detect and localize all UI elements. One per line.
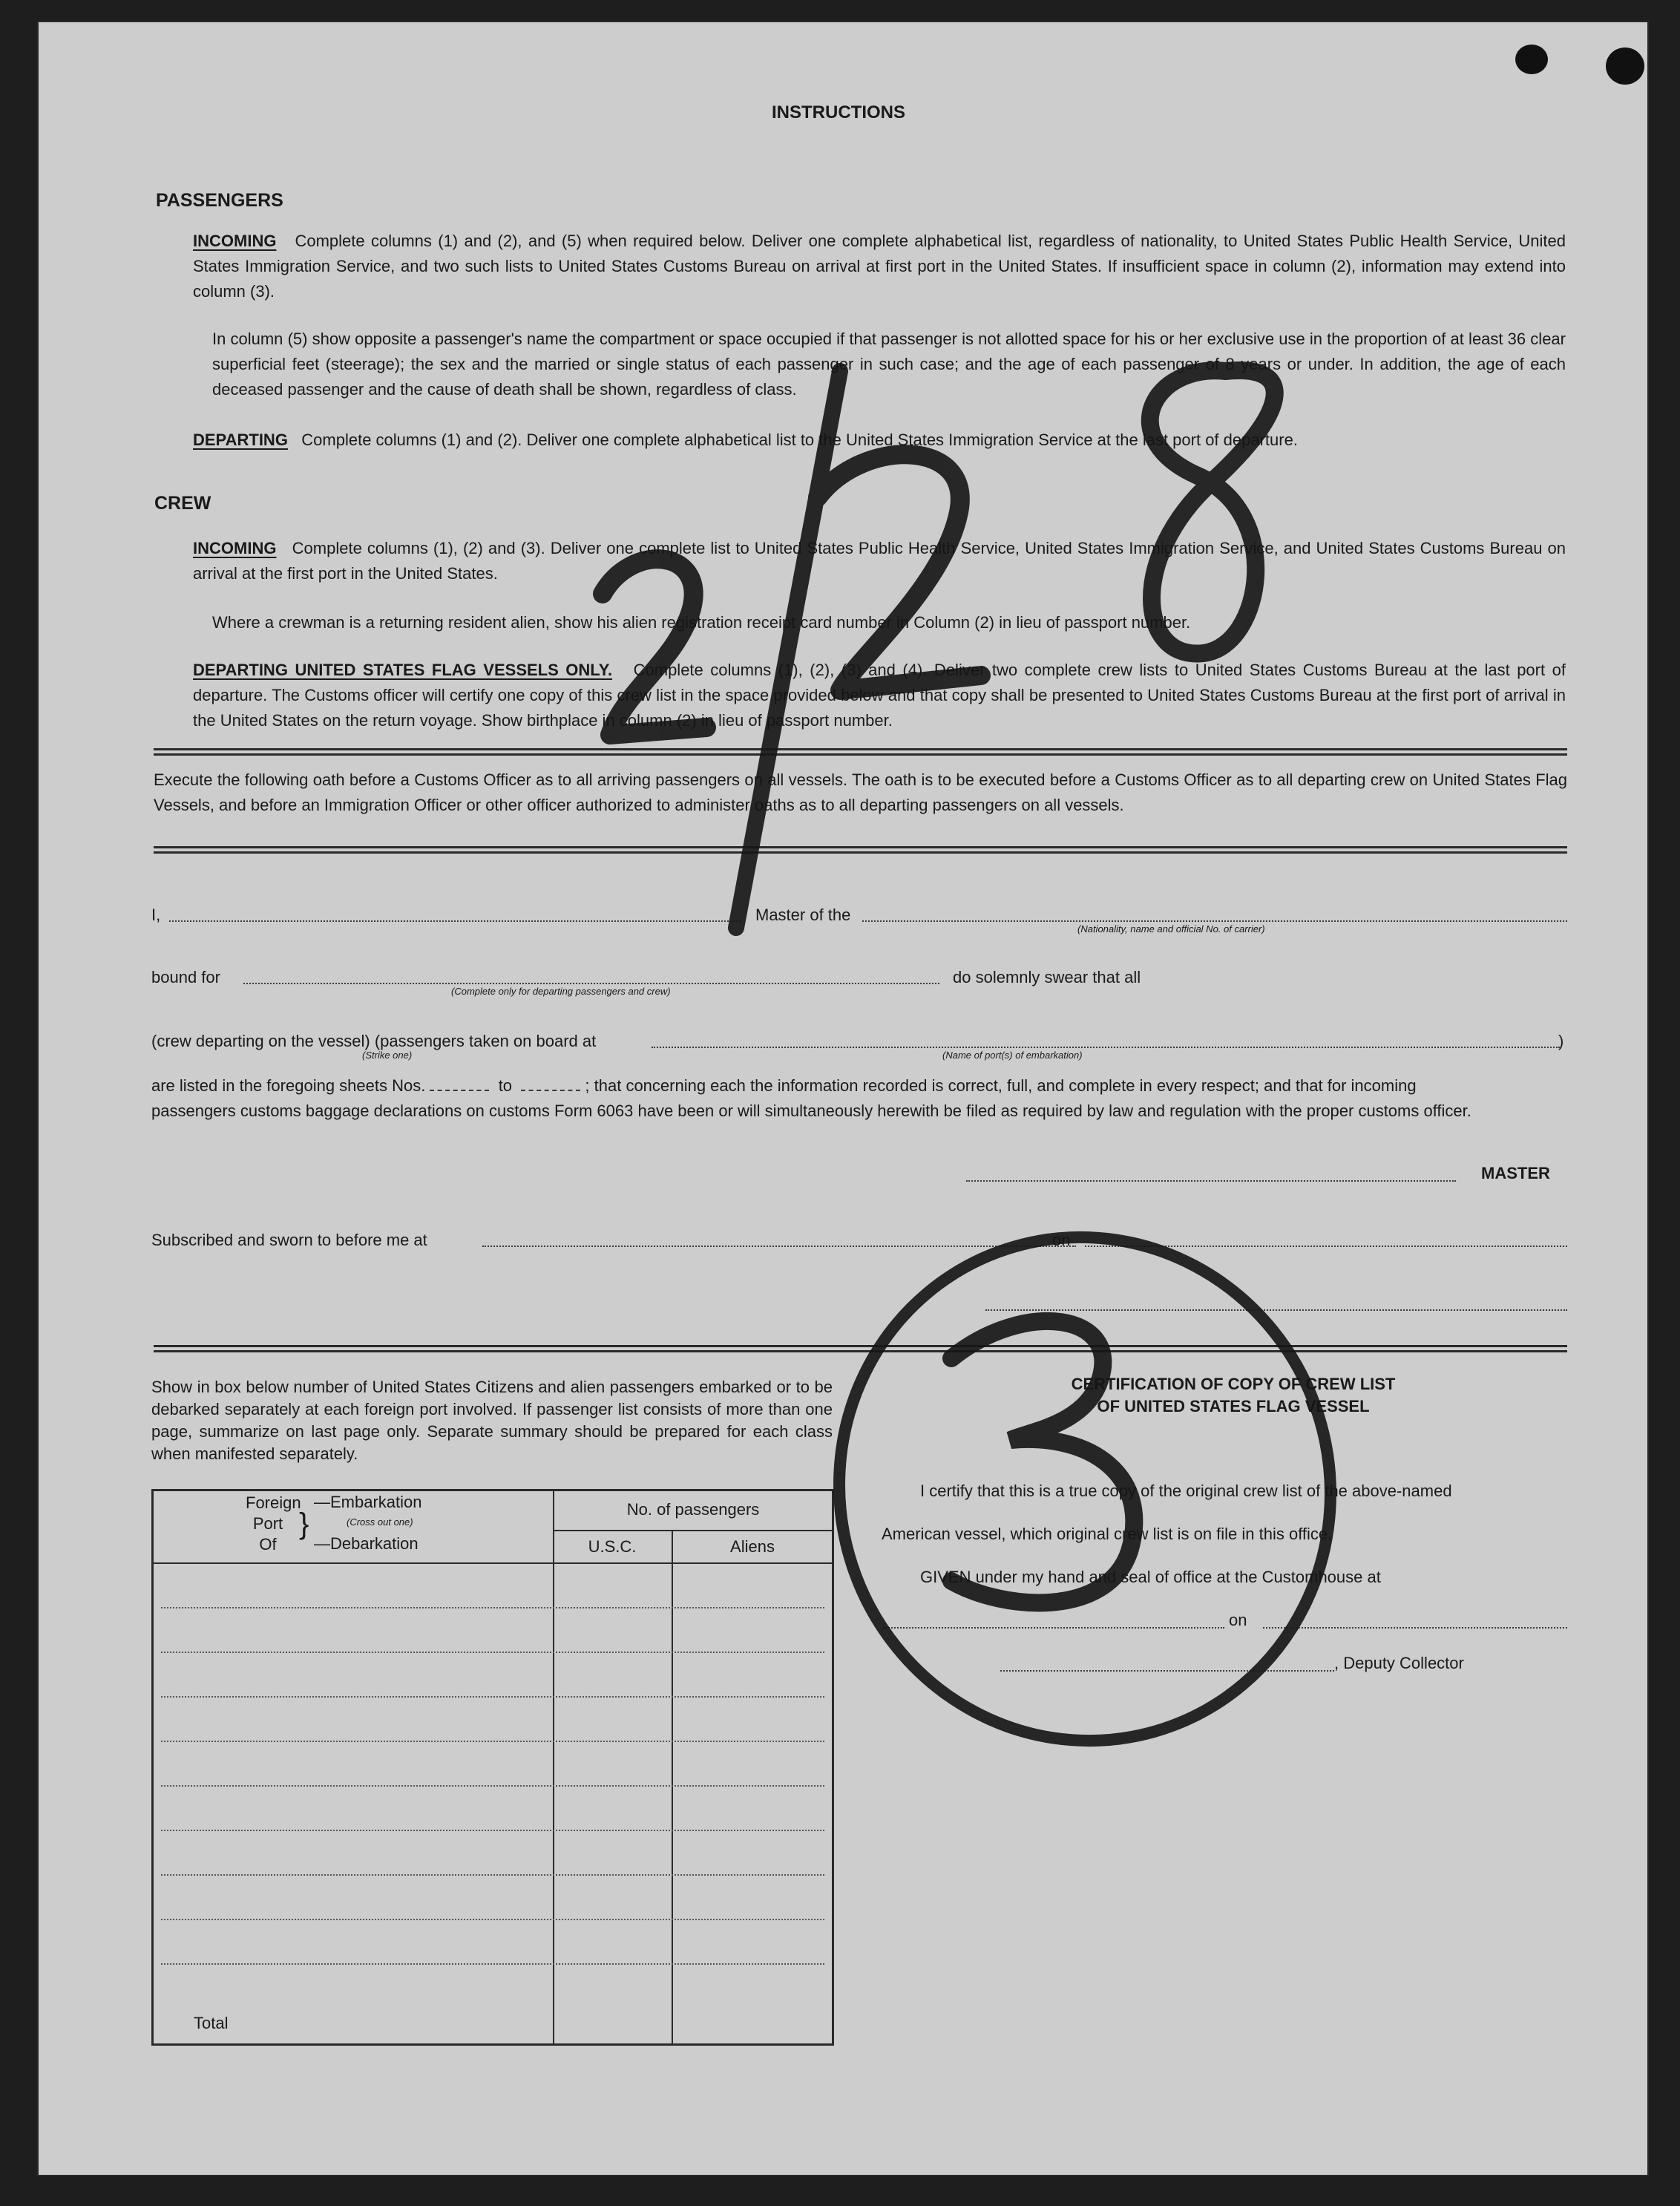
foreign-word: Foreign	[246, 1493, 301, 1512]
of-word: Of	[259, 1535, 277, 1554]
no-of-passengers-header: No. of passengers	[626, 1500, 760, 1519]
digit-8	[1150, 370, 1275, 653]
listed-c: passengers customs baggage declarations on customs Form 6063 have been or will simultaneously herewith be filed as required by law and regulation with the proper customs officer.	[151, 1102, 1471, 1120]
crew-departing-label: DEPARTING UNITED STATES FLAG VESSELS ONLY.	[193, 661, 613, 679]
port-note: (Name of port(s) of embarkation)	[942, 1050, 1083, 1061]
bound-note: (Complete only for departing passengers and crew)	[451, 986, 671, 997]
digit-2-b	[818, 454, 981, 690]
aliens-header: Aliens	[730, 1537, 775, 1556]
passengers-departing-label: DEPARTING	[193, 431, 288, 449]
cert-line-3: GIVEN under my hand and seal of office at the Customhouse at	[920, 1568, 1381, 1586]
oath-crew-departing: (crew departing on the vessel) (passengers taken on board at	[151, 1032, 597, 1050]
handwriting-overlay	[39, 22, 1647, 2175]
circled-3-mark	[774, 1174, 1396, 1805]
sworn-on-label: on	[1052, 1231, 1071, 1249]
oath-intro: Execute the following oath before a Customs Officer as to all arriving passengers on all vessels. The oath is to be executed before a Customs Officer as to all departing crew on United States Flag Vessels, and before an Immigration Officer or other officer authorized to administer oaths as to all departing passengers on all vessels.	[154, 770, 1567, 814]
passengers-incoming-label: INCOMING	[193, 232, 277, 250]
passengers-incoming-text: Complete columns (1) and (2), and (5) when required below. Deliver one complete alphabetical list, regardless of nationality, to United States Public Health Service, United States Immigration Service, and two such lists to United States Customs Bureau on arrival at first port in the United States. If insufficient space in column (2), information may extend into column (3).	[193, 232, 1566, 301]
form-page	[39, 22, 1647, 2175]
date-mark-2-28	[603, 370, 1275, 928]
circle-mark	[774, 1174, 1396, 1805]
passengers-departing-text: Complete columns (1) and (2). Deliver one complete alphabetical list to the United States Immigration Service at the last port of departure.	[301, 431, 1298, 449]
deputy-collector-label: , Deputy Collector	[1334, 1654, 1464, 1672]
usc-header: U.S.C.	[588, 1537, 637, 1556]
total-label: Total	[194, 2014, 229, 2032]
crew-heading: CREW	[154, 493, 211, 514]
listed-a: are listed in the foregoing sheets Nos.	[151, 1076, 426, 1095]
subscribed-label: Subscribed and sworn to before me at	[151, 1231, 427, 1249]
listed-b: ; that concerning each the information recorded is correct, full, and complete in every respect; and that for incoming	[585, 1076, 1417, 1095]
carrier-note: (Nationality, name and official No. of carrier)	[1077, 923, 1265, 935]
cross-out-note: (Cross out one)	[347, 1516, 413, 1528]
oath-master-of: Master of the	[755, 906, 851, 924]
cert-line-2: American vessel, which original crew list is on file in this office.	[882, 1525, 1333, 1543]
crew-departing-text: Complete columns (1), (2), (3) and (4). Deliver two complete crew lists to United States Customs Bureau at the last port of departure. The Customs officer will certify one copy of this crew list in the space provided below and that copy shall be presented to United States Customs Bureau at the first port of arrival in the United States on the return voyage. Show birthplace in column (2) in lieu of passport number.	[193, 661, 1566, 730]
passengers-column5-text: In column (5) show opposite a passenger's name the compartment or space occupied if that passenger is not allotted space for his or her exclusive use in the proportion of at least 36 clear superficial feet (steerage); the sex and the married or single status of each passenger in such case; and the age of each passenger of 8 years or under. In addition, the age of each deceased passenger and the cause of death shall be shown, regardless of class.	[212, 330, 1566, 399]
digit-2-a	[603, 559, 706, 735]
crew-incoming-label: INCOMING	[193, 539, 277, 557]
oath-i-label: I,	[151, 906, 161, 924]
embarkation-label: —Embarkation	[314, 1493, 422, 1511]
slash-mark	[736, 371, 840, 928]
listed-to: to	[498, 1076, 513, 1095]
page-title: INSTRUCTIONS	[772, 102, 905, 122]
oath-bound-for: bound for	[151, 968, 220, 986]
port-word: Port	[252, 1514, 283, 1533]
summary-instructions: Show in box below number of United States Citizens and alien passengers embarked or to be debarked separately at each foreign port involved. If passenger list consists of more than one page, summarize on last page only. Separate summary should be prepared for each class when manifested separately.	[151, 1378, 833, 1463]
brace-icon: }	[299, 1508, 309, 1540]
oath-swear: do solemnly swear that all	[953, 968, 1141, 986]
crew-incoming-text: Complete columns (1), (2) and (3). Deliver one complete list to United States Public Health Service, United States Immigration Service, and United States Customs Bureau on arrival at the first port in the United States.	[193, 539, 1566, 583]
crew-alien-text: Where a crewman is a returning resident alien, show his alien registration receipt card number in Column (2) in lieu of passport number.	[212, 613, 1191, 632]
digit-3	[951, 1321, 1134, 1603]
ink-blot	[1515, 45, 1548, 74]
debarkation-label: —Debarkation	[314, 1534, 419, 1553]
close-paren: )	[1558, 1032, 1564, 1050]
master-label: MASTER	[1481, 1164, 1550, 1182]
cert-line-1: I certify that this is a true copy of the original crew list of the above-named	[920, 1482, 1452, 1500]
strike-one-note: (Strike one)	[362, 1050, 413, 1061]
passengers-heading: PASSENGERS	[156, 190, 283, 211]
ink-blot	[1606, 48, 1644, 85]
cert-title-2: OF UNITED STATES FLAG VESSEL	[1097, 1397, 1370, 1415]
cert-on-label: on	[1229, 1611, 1247, 1629]
cert-title-1: CERTIFICATION OF COPY OF CREW LIST	[1071, 1375, 1396, 1393]
